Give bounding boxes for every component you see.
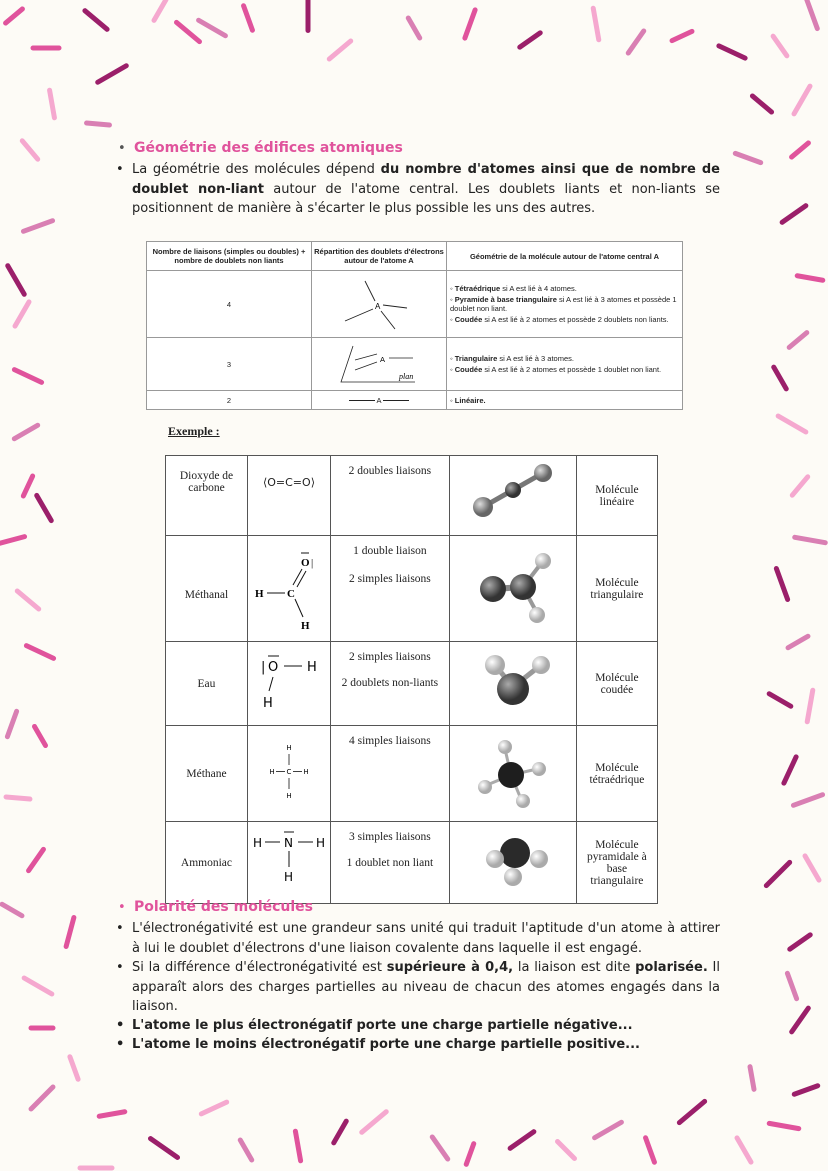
molecule-shape: Molécule triangulaire <box>576 536 657 642</box>
polarity-paragraph-1: • L'électronégativité est une grandeur sans unité qui traduit l'aptitude d'un atome à attirer à lui le doublet d'électrons d'une liaison covalente dans laquelle il est engagé. <box>116 921 720 956</box>
table-row <box>166 536 658 642</box>
hydrogen-atom <box>535 553 551 569</box>
text: si A est lié à 3 atomes et possède 1 doublet non liant. <box>450 295 677 313</box>
section-title: Géométrie des édifices atomiques <box>134 140 403 156</box>
molecule-3d-model <box>449 536 576 642</box>
molecule-shape: Molécule pyramidale à base triangulaire <box>576 822 657 904</box>
atom-h: H <box>262 696 273 711</box>
polarity-paragraph-4: • L'atome le moins électronégatif porte une charge partielle positive... <box>116 1037 640 1052</box>
hydrogen-atom <box>532 656 550 674</box>
table-header: Nombre de liaisons (simples ou doubles) + nombre de doublets non liants <box>147 242 312 271</box>
molecule-3d-model <box>449 642 576 726</box>
text: Triangulaire <box>454 354 498 363</box>
text: L'électronégativité est une grandeur sans unité qui traduit l'aptitude d'un atome à attirer à lui le doublet d'électrons d'une liaison covalente dans laquelle il est engagé. <box>132 921 720 956</box>
molecule-3d-model <box>449 822 576 904</box>
text: La géométrie des molécules dépend <box>132 162 381 177</box>
svg-text:|: | <box>310 557 314 569</box>
oxygen-atom <box>473 497 493 517</box>
bonds-cell <box>330 536 449 642</box>
section-polarity-heading: • Polarité des molécules <box>118 899 314 915</box>
text: 2 doubles liaisons <box>348 465 432 477</box>
oxygen-atom <box>534 464 552 482</box>
example-label: Exemple : <box>168 424 220 438</box>
molecule-3d-model <box>449 456 576 536</box>
table-row <box>147 271 683 338</box>
hydrogen-atom <box>504 868 522 886</box>
section-geometry-heading: • Géométrie des édifices atomiques <box>118 140 403 156</box>
table-row <box>166 456 658 536</box>
atom-h: H <box>254 588 264 600</box>
nitrogen-atom <box>500 838 530 868</box>
svg-text:|: | <box>260 660 266 675</box>
table-row <box>166 642 658 726</box>
table-header: Géométrie de la molécule autour de l'atome central A <box>447 242 683 271</box>
molecule-name: Ammoniac <box>166 822 248 904</box>
bold-text: du nombre d'atomes ainsi que de nombre de doublet non-liant <box>132 162 720 197</box>
text: Tétraédrique <box>454 284 501 293</box>
table-row <box>166 726 658 822</box>
bold-text: polarisée. <box>635 960 708 975</box>
polarity-paragraph-2: • Si la différence d'électronégativité est supérieure à 0,4, la liaison est dite polarisée. Il apparaît alors des charges partielles au niveau de chacun des atomes engagés dans la liaison. <box>116 960 720 1014</box>
hydrogen-atom <box>485 655 505 675</box>
atom-h: H <box>306 660 317 675</box>
atom-o: O <box>267 660 279 675</box>
bond-count: 3 <box>147 338 312 391</box>
hydrogen-atom <box>478 780 492 794</box>
bold-text: supérieure à 0,4, <box>386 960 514 975</box>
atom-h: H <box>269 768 275 776</box>
atom-h: H <box>300 620 310 632</box>
atom-h: H <box>283 870 293 884</box>
bond-count: 2 <box>147 391 312 410</box>
molecule-name: Méthanal <box>166 536 248 642</box>
plane-label: plan <box>399 372 414 381</box>
bond-count: 4 <box>147 271 312 338</box>
bonds-cell <box>330 642 449 726</box>
atom-label: A <box>380 355 386 364</box>
text: si A est lié à 4 atomes. <box>500 284 577 293</box>
hydrogen-atom <box>516 794 530 808</box>
text: autour de l'atome central. Les doublets liants et non-liants se positionnent de manière à s'écarter le plus possible les uns des autres. <box>132 181 720 216</box>
hydrogen-atom <box>498 740 512 754</box>
text: 1 doublet non liant <box>346 857 434 869</box>
text: si A est lié à 2 atomes et possède 2 doublets non liants. <box>482 315 669 324</box>
geometry-cell: ◦ Triangulaire si A est lié à 3 atomes. ◦ Coudée si A est lié à 2 atomes et possède 1 doublet non liant. <box>447 338 683 391</box>
carbon-atom <box>498 762 524 788</box>
molecule-name: Eau <box>166 642 248 726</box>
bonds-cell <box>330 822 449 904</box>
atom-c: C <box>286 768 292 776</box>
text: Pyramide à base triangulaire <box>454 295 557 304</box>
carbon-atom <box>510 574 536 600</box>
hydrogen-atom <box>530 850 548 868</box>
carbon-atom <box>505 482 521 498</box>
molecule-name: Dioxyde de carbone <box>166 456 248 536</box>
hydrogen-atom <box>486 850 504 868</box>
electron-pair-diagram <box>312 391 447 410</box>
electron-pair-diagram <box>312 271 447 338</box>
oxygen-atom <box>497 673 529 705</box>
example-molecules-table <box>165 455 658 904</box>
atom-h: H <box>303 768 309 776</box>
atom-h: H <box>286 792 292 800</box>
table-header: Répartition des doublets d'électrons autour de l'atome A <box>312 242 447 271</box>
bold-text: L'atome le plus électronégatif porte une charge partielle négative... <box>132 1018 633 1033</box>
text: 4 simples liaisons <box>349 735 431 747</box>
text: 2 simples liaisons <box>349 573 431 585</box>
text: 3 simples liaisons <box>349 831 431 843</box>
table-row <box>147 338 683 391</box>
text: si A est lié à 3 atomes. <box>497 354 574 363</box>
hydrogen-atom <box>532 762 546 776</box>
bonds-cell <box>330 726 449 822</box>
atom-h: H <box>252 836 262 850</box>
oxygen-atom <box>480 576 506 602</box>
geometry-cell: ◦ Tétraédrique si A est lié à 4 atomes. ◦ Pyramide à base triangulaire si A est lié à 3 atomes et possède 1 doublet non liant. ◦ Coudée si A est lié à 2 atomes et possède 2 doublets non liants. <box>447 271 683 338</box>
geometry-cell: ◦ Linéaire. <box>447 391 683 410</box>
molecule-shape: Molécule coudée <box>576 642 657 726</box>
molecule-shape: Molécule tétraédrique <box>576 726 657 822</box>
text: 2 simples liaisons <box>349 651 431 663</box>
polarity-paragraph-3: • L'atome le plus électronégatif porte une charge partielle négative... <box>116 1018 633 1033</box>
hydrogen-atom <box>529 607 545 623</box>
section-title: Polarité des molécules <box>134 899 314 915</box>
bold-text: L'atome le moins électronégatif porte une charge partielle positive... <box>132 1037 640 1052</box>
atom-c: C <box>286 588 295 600</box>
bonds-cell <box>330 456 449 536</box>
text: 1 double liaison <box>353 545 427 557</box>
atom-label: A <box>376 395 382 405</box>
atom-h: H <box>286 744 292 752</box>
lewis-formula <box>247 536 330 642</box>
atom-label: A <box>375 302 381 311</box>
geometry-paragraph: • La géométrie des molécules dépend du nombre d'atomes ainsi que de nombre de doublet non-liant autour de l'atome central. Les doublets liants et non-liants se positionnent de manière à s'écarter le plus possible les uns des autres. <box>116 162 720 216</box>
lewis-formula: ⟨O=C=O⟩ <box>247 456 330 536</box>
lewis-formula <box>247 726 330 822</box>
text: 2 doublets non-liants <box>341 677 439 689</box>
molecule-3d-model <box>449 726 576 822</box>
geometry-table <box>146 241 683 410</box>
molecule-shape: Molécule linéaire <box>576 456 657 536</box>
text: Coudée <box>454 365 483 374</box>
atom-n: N <box>283 836 293 850</box>
text: si A est lié à 2 atomes et possède 1 doublet non liant. <box>482 365 662 374</box>
lewis-formula <box>247 642 330 726</box>
electron-pair-diagram <box>312 338 447 391</box>
formula-text: O=C=O <box>267 476 311 489</box>
table-row <box>166 822 658 904</box>
molecule-name: Méthane <box>166 726 248 822</box>
table-row <box>147 391 683 410</box>
text: Il apparaît alors des charges partielles au niveau de chacun des atomes engagés dans la liaison. <box>132 960 720 1014</box>
text: Linéaire. <box>454 395 486 405</box>
text: Si la différence d'électronégativité est <box>132 960 387 975</box>
lewis-formula <box>247 822 330 904</box>
atom-h: H <box>315 836 325 850</box>
text: la liaison est dite <box>513 960 636 975</box>
atom-o: O <box>300 557 310 569</box>
text: Coudée <box>454 315 483 324</box>
